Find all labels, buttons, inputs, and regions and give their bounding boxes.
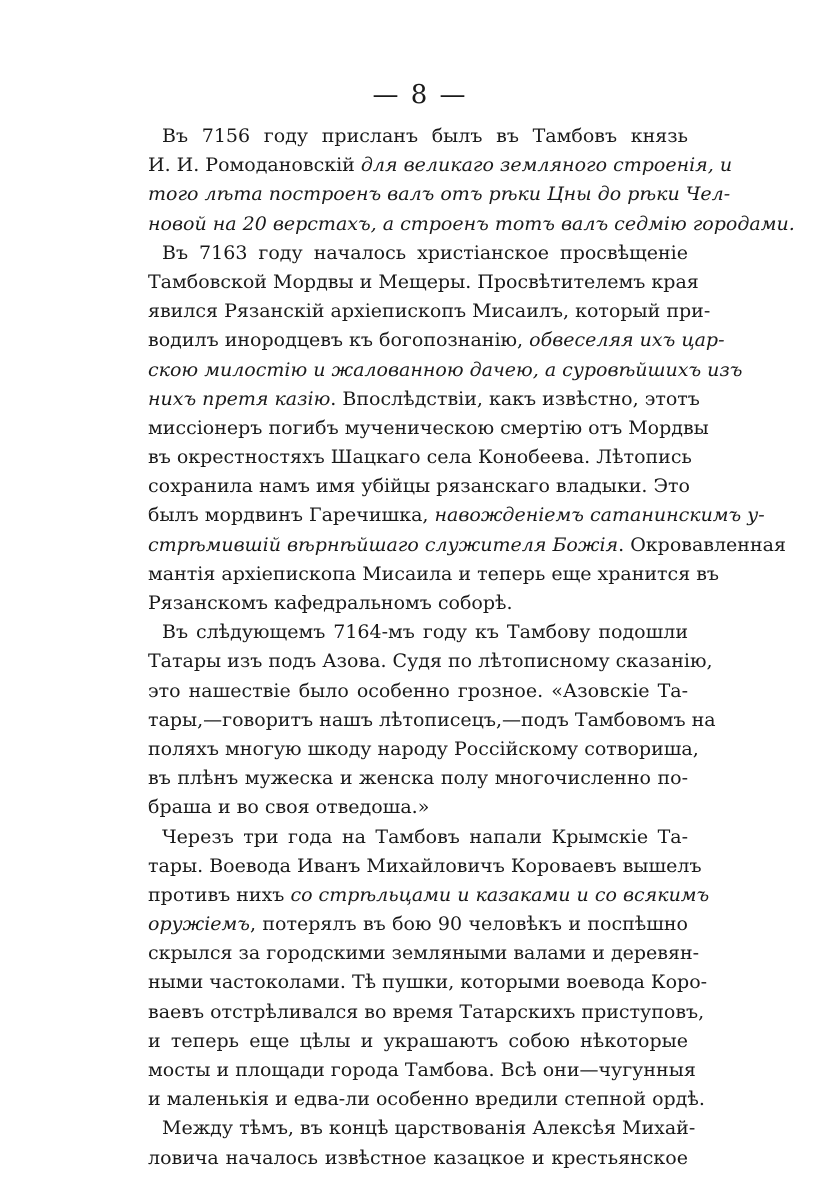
text-line: скою милостію и жалованною дачею, а суровѣйшихъ изъ	[148, 358, 743, 381]
text-line: нихъ претя казію. Впослѣдствіи, какъ извѣстно, этотъ	[148, 387, 700, 410]
text-line: тары. Воевода Иванъ Михайловичъ Короваевъ вышелъ	[148, 854, 702, 877]
text-line: Татары изъ подъ Азова. Судя по лѣтописному сказанію,	[148, 650, 713, 673]
text-line: въ плѣнъ мужеска и женска полу многочисленно по-	[148, 767, 688, 790]
text-line: новой на 20 верстахъ, а строенъ тотъ валъ седмію городами.	[148, 212, 795, 235]
text-line: водилъ инородцевъ къ богопознанію, обвеселяя ихъ цар-	[148, 329, 725, 352]
text-line: ловича началось извѣстное казацкое и крестьянское	[148, 1146, 688, 1169]
text-line: того лѣта построенъ валъ отъ рѣки Цны до рѣки Чел-	[148, 183, 731, 206]
text-line: Въ слѣдующемъ 7164-мъ году къ Тамбову подошли	[162, 621, 688, 644]
text-line: и маленькія и едва-ли особенно вредили степной ордѣ.	[148, 1088, 705, 1111]
body-text	[148, 122, 795, 1173]
text-line: скрылся за городскими земляными валами и деревян-	[148, 942, 700, 965]
text-line: явился Рязанскій архіепископъ Мисаилъ, который при-	[148, 300, 711, 323]
text-line: былъ мордвинъ Гаречишка, навожденіемъ сатанинскимъ у-	[148, 504, 765, 527]
text-line: мантія архіепископа Мисаила и теперь еще хранится въ	[148, 562, 720, 585]
text-line: И. И. Ромодановскій для великаго земляного строенія, и	[148, 154, 733, 177]
text-line: сохранила намъ имя убійцы рязанскаго владыки. Это	[148, 475, 690, 498]
page-number: — 8 —	[372, 80, 468, 110]
text-line: противъ нихъ со стрѣльцами и казаками и со всякимъ	[148, 883, 710, 906]
text-line: и теперь еще цѣлы и украшаютъ собою нѣкоторые	[148, 1029, 688, 1052]
text-line: Между тѣмъ, въ концѣ царствованія Алексѣя Михай-	[162, 1117, 696, 1140]
text-line: миссіонеръ погибъ мученическою смертію отъ Мордвы	[148, 416, 709, 439]
text-line: это нашествіе было особенно грозное. «Азовскіе Та-	[148, 679, 688, 702]
text-line: стрѣмившій вѣрнѣйшаго служителя Божія. Окровавленная	[148, 533, 786, 556]
text-line: Черезъ три года на Тамбовъ напали Крымскіе Та-	[162, 825, 688, 848]
text-line: поляхъ многую шкоду народу Россійскому сотвориша,	[148, 737, 699, 760]
text-line: Въ 7156 году присланъ былъ въ Тамбовъ князь	[162, 125, 688, 147]
text-line: оружіемъ, потерялъ въ бою 90 человѣкъ и поспѣшно	[148, 913, 688, 936]
text-line: Тамбовской Мордвы и Мещеры. Просвѣтителемъ края	[148, 270, 699, 293]
text-line: ваевъ отстрѣливался во время Татарскихъ приступовъ,	[148, 1000, 705, 1023]
text-line: браша и во своя отведоша.»	[148, 796, 430, 819]
text-line: мосты и площади города Тамбова. Всѣ они—чугунныя	[148, 1059, 696, 1081]
text-line: тары,—говоритъ нашъ лѣтописецъ,—подъ Тамбовомъ на	[148, 708, 716, 731]
text-line: Въ 7163 году началось христіанское просвѣщеніе	[162, 241, 688, 264]
text-line: ными частоколами. Тѣ пушки, которыми воевода Коро-	[148, 971, 708, 994]
text-line: Рязанскомъ кафедральномъ соборѣ.	[148, 592, 513, 614]
text-line: въ окрестностяхъ Шацкаго села Конобеева. Лѣтопись	[148, 446, 692, 469]
